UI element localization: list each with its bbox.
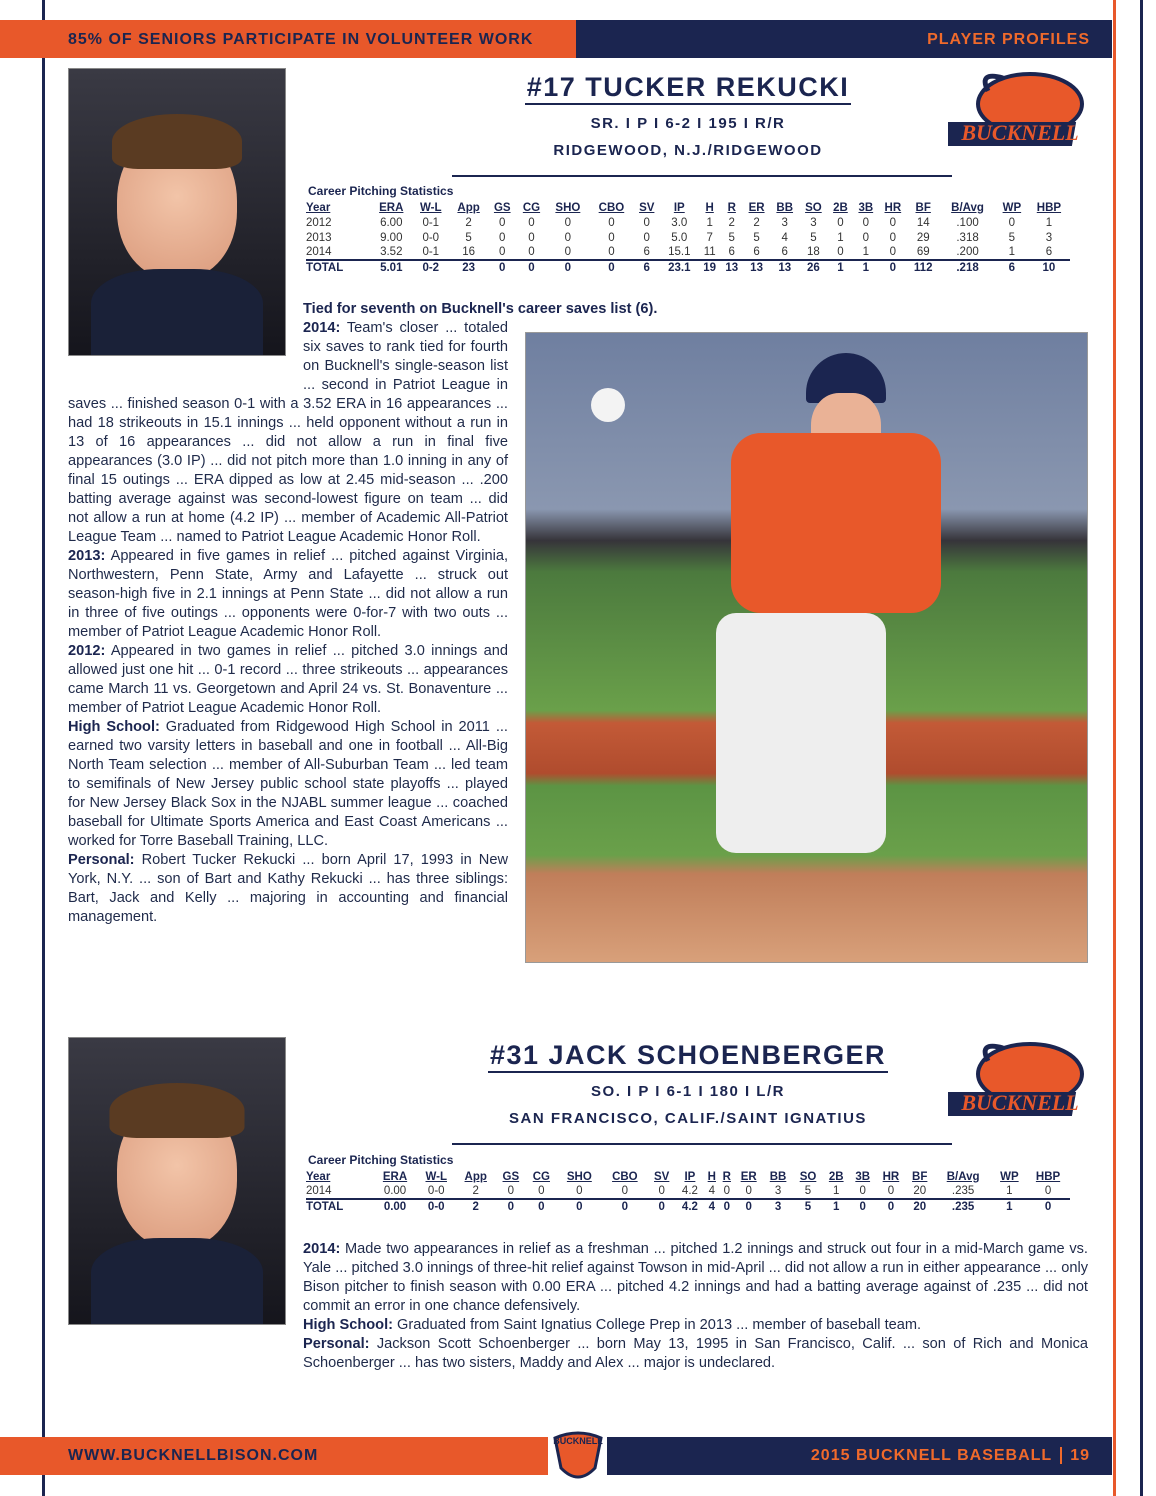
stats-cell: 6	[634, 260, 660, 275]
stats-cell: 0	[643, 231, 650, 244]
stats-cell: 20	[906, 1184, 934, 1199]
stats-cell: 0	[837, 216, 844, 229]
player-name: #17 TUCKER REKUCKI	[525, 72, 852, 105]
stats-cell: Year	[306, 1170, 331, 1183]
stats-cell: IP	[673, 201, 685, 214]
stats-cell: 18	[799, 245, 828, 260]
stats-cell: ERA	[379, 201, 404, 214]
stats-cell: 0	[488, 245, 517, 260]
stats-cell: 0	[862, 231, 870, 244]
stats-cell: 3B	[855, 1170, 871, 1183]
bison-footer-logo	[549, 1428, 607, 1486]
stats-cell: 19	[699, 260, 721, 275]
stats-cell: 4.2	[676, 1199, 705, 1214]
stats-cell: 6	[743, 245, 771, 260]
stats-cell: SHO	[566, 1170, 592, 1183]
stats-cell: 0	[889, 231, 897, 244]
footer-website-link[interactable]: WWW.BUCKNELLBISON.COM	[0, 1437, 548, 1475]
stats-cell: 0-1	[412, 245, 449, 260]
stats-cell: 5	[728, 231, 735, 244]
stats-cell: 0	[546, 260, 589, 275]
bio-label: 2014:	[303, 320, 341, 336]
header-bar	[0, 20, 1112, 58]
stats-cell: HR	[882, 1170, 900, 1183]
stats-cell: 0	[589, 260, 633, 275]
stats-cell: 5	[810, 231, 817, 244]
stats-cell: BF	[915, 201, 931, 214]
stats-cell: 1	[823, 1184, 849, 1199]
stats-cell: 0	[879, 260, 908, 275]
stats-cell: 2013	[306, 231, 332, 244]
stats-cell: 0-2	[412, 260, 449, 275]
stats-cell: 26	[799, 260, 828, 275]
stats-cell: 1	[853, 260, 878, 275]
stats-cell: .218	[939, 260, 996, 275]
stats-cell: ER	[740, 1170, 757, 1183]
bio-text: Graduated from Ridgewood High School in 2011 ... earned two varsity letters in baseball and one in football ... All-Big North Team selection ... member of All-Suburban Team ... led team to semifinals of New Jersey public school state playoffs ... played for New Jersey Black Sox in the NJABL summer league ... coached baseball for Ultimate Sports America and East Coast Americans ... worked for Torre Baseball Training, LLC.	[68, 719, 508, 849]
stats-cell: 1	[993, 1184, 1026, 1199]
bio-paragraph	[68, 642, 508, 718]
stats-cell: App	[457, 201, 480, 214]
stats-cell: 0-1	[422, 216, 440, 229]
stats-cell: ERA	[382, 1170, 408, 1183]
stats-cell: 0	[602, 1184, 648, 1199]
stats-cell: 0	[734, 1184, 763, 1199]
stats-cell: 1	[828, 260, 853, 275]
footer-title: 2015 BUCKNELL BASEBALL	[810, 1447, 1053, 1464]
bio-label: High School:	[303, 1317, 393, 1333]
stats-cell: 0	[1026, 1199, 1070, 1214]
stats-cell: HBP	[1036, 201, 1062, 214]
stats-header-row	[306, 1169, 1070, 1184]
stats-cell: B/Avg	[951, 201, 984, 214]
footer-publication	[607, 1437, 1112, 1475]
table-row	[306, 245, 1070, 260]
player-hometown: SAN FRANCISCO, CALIF./SAINT IGNATIUS	[509, 1110, 867, 1127]
stats-cell: 13	[770, 260, 799, 275]
stats-cell: 14	[916, 216, 930, 229]
stats-cell: 0	[602, 1199, 648, 1214]
header-tagline: 85% OF SENIORS PARTICIPATE IN VOLUNTEER WORK	[0, 20, 576, 58]
header-section: PLAYER PROFILES	[576, 20, 1112, 58]
bucknell-bison-logo	[948, 1036, 1090, 1130]
bio-label: 2013:	[68, 548, 106, 564]
bio-paragraph	[68, 851, 508, 927]
table-row	[306, 1184, 1070, 1199]
stats-cell: CG	[522, 201, 541, 214]
bio-label: High School:	[68, 719, 160, 735]
stats-cell: 0.00	[373, 1184, 417, 1199]
stats-table-rekucki	[306, 200, 1070, 275]
stats-cell: H	[705, 201, 714, 214]
stats-cell: 69	[907, 245, 939, 260]
stats-cell: 16	[449, 245, 488, 260]
float-spacer	[68, 300, 303, 395]
stats-cell: 6.00	[380, 216, 403, 229]
stats-cell: .200	[939, 245, 996, 260]
stats-cell: 0	[517, 260, 547, 275]
stats-cell: BF	[912, 1170, 928, 1183]
stats-cell: 1	[993, 1199, 1026, 1214]
stats-cell: 2B	[828, 1170, 844, 1183]
player-bio-rekucki	[68, 300, 658, 927]
stats-cell: BB	[769, 1170, 787, 1183]
stats-cell: 0	[879, 245, 908, 260]
stats-cell: 0	[496, 1199, 526, 1214]
stats-cell: 0	[517, 245, 547, 260]
bio-text: Robert Tucker Rekucki ... born April 17, 1993 in New York, N.Y. ... son of Bart and Kathy Rekucki ... has three siblings: Bart, Jack and Kelly ... majoring in accounting and financial management.	[68, 852, 508, 925]
stats-cell: 13	[743, 260, 771, 275]
stats-cell: 1	[823, 1199, 849, 1214]
stats-cell: 0	[526, 1184, 557, 1199]
stats-cell: 2	[753, 216, 760, 229]
stats-header-row	[306, 200, 1070, 215]
stats-cell: 3B	[858, 201, 874, 214]
stats-cell: 0	[734, 1199, 763, 1214]
stats-cell: 5	[753, 231, 760, 244]
player-hometown: RIDGEWOOD, N.J./RIDGEWOOD	[553, 142, 823, 159]
stats-cell: 0	[546, 245, 589, 260]
stats-cell: 3.52	[370, 245, 412, 260]
bucknell-bison-logo	[948, 66, 1090, 160]
stats-cell: 4	[781, 231, 788, 244]
stats-cell: HR	[884, 201, 902, 214]
stats-cell: 0	[496, 1184, 526, 1199]
stats-cell: 9.00	[380, 231, 403, 244]
stats-cell: 5	[793, 1199, 823, 1214]
stats-cell: 5	[465, 231, 472, 244]
stats-cell: 2	[728, 216, 735, 229]
bio-text: Appeared in two games in relief ... pitched 3.0 innings and allowed just one hit ... 0-1 record ... three strikeouts ... appearances came March 11 vs. Georgetown and April 24 vs. St. Bonaventure ... member of Patriot League Academic Honor Roll.	[68, 643, 508, 716]
svg-text:BUCKNELL: BUCKNELL	[553, 1436, 603, 1446]
stats-cell: 0	[528, 231, 535, 244]
player-info: SO. I P I 6-1 I 180 I L/R	[591, 1083, 785, 1100]
stats-cell: 0	[643, 216, 650, 229]
bio-label: Personal:	[68, 852, 135, 868]
svg-text:BUCKNELL: BUCKNELL	[961, 120, 1079, 145]
stats-cell: R	[727, 201, 736, 214]
stats-cell: 0	[557, 1184, 602, 1199]
stats-cell: 6	[634, 245, 660, 260]
stats-cell: 0	[876, 1184, 906, 1199]
stats-cell: 0	[526, 1199, 557, 1214]
stats-cell: App	[464, 1170, 487, 1183]
stats-cell: 23	[449, 260, 488, 275]
bio-text: Team's closer ... totaled six saves to rank tied for fourth on Bucknell's single-season list ... second in Patriot League in saves ... finished season 0-1 with a 3.52 ERA in 16 appearances ... had 18 strikeouts in 15.1 innings ... held opponent without a run in 13 of 16 appearances ... did not allow a run in final five appearances (3.0 IP) ... did not pitch more than 1.0 inning in any of final 15 outings ... ERA dipped as low at 2.45 mid-season ... .200 batting average against was second-lowest figure on team ... did not allow a run at home (4.2 IP) ... member of Academic All-Patriot League Team ... named to Patriot League Academic Honor Roll.	[68, 320, 508, 545]
stats-cell: SV	[654, 1170, 670, 1183]
stats-cell: 3	[1045, 231, 1053, 244]
bio-paragraph	[68, 718, 508, 851]
stats-cell: 3	[763, 1184, 793, 1199]
stats-cell: .318	[956, 231, 979, 244]
stats-cell: .235	[934, 1199, 993, 1214]
stats-cell: 0-0	[417, 1199, 456, 1214]
stats-cell: CG	[532, 1170, 550, 1183]
bio-label: 2012:	[68, 643, 106, 659]
stats-cell: WP	[1000, 1170, 1019, 1183]
stats-cell: .100	[956, 216, 979, 229]
bio-paragraph	[68, 547, 508, 642]
stats-cell: 4	[704, 1199, 719, 1214]
bio-text: Jackson Scott Schoenberger ... born May 13, 1995 in San Francisco, Calif. ... son of Rich and Monica Schoenberger ... has two sisters, Maddy and Alex ... major is undeclared.	[303, 1336, 1088, 1371]
stats-cell: .235	[934, 1184, 993, 1199]
player-title	[470, 72, 906, 159]
stats-cell: W-L	[425, 1170, 447, 1183]
stats-cell: 3	[763, 1199, 793, 1214]
stats-cell: 0	[849, 1199, 875, 1214]
stats-cell: 0	[499, 216, 506, 229]
bio-label: Personal:	[303, 1336, 370, 1352]
stats-cell: 2014	[306, 1184, 373, 1199]
stats-cell: 7	[706, 231, 713, 244]
stats-cell: 2014	[306, 245, 370, 260]
stats-cell: Year	[306, 201, 331, 214]
player-bio-schoenberger	[303, 1240, 1088, 1373]
stats-cell: H	[707, 1170, 716, 1183]
stats-cell: TOTAL	[306, 1199, 373, 1214]
stats-cell: 0	[608, 216, 615, 229]
stats-cell: 0	[488, 260, 517, 275]
table-row	[306, 230, 1070, 245]
bio-text: Appeared in five games in relief ... pitched against Virginia, Northwestern, Penn State, Army and Lafayette ... struck out season-high five in 2.1 innings at Penn State ... did not allow a run in three of five outings ... opponents were 0-for-7 with two outs ... member of Patriot League Academic Honor Roll.	[68, 548, 508, 640]
stats-total-row	[306, 1199, 1070, 1214]
stats-cell: 4.2	[676, 1184, 705, 1199]
player-name: #31 JACK SCHOENBERGER	[488, 1040, 888, 1073]
stats-cell: SO	[805, 201, 822, 214]
stats-cell: 5	[1008, 231, 1016, 244]
stats-cell: 23.1	[660, 260, 699, 275]
stats-cell: 5.0	[671, 231, 688, 244]
stats-cell: B/Avg	[946, 1170, 980, 1183]
stats-cell: SV	[639, 201, 655, 214]
stats-cell: 2	[465, 216, 472, 229]
stats-cell: 0.00	[373, 1199, 417, 1214]
stats-cell: 0	[828, 245, 853, 260]
stats-cell: 1	[1045, 216, 1053, 229]
stats-cell: 0	[849, 1184, 875, 1199]
stats-cell: BB	[776, 201, 794, 214]
stats-cell: 20	[906, 1199, 934, 1214]
stats-cell: GS	[502, 1170, 520, 1183]
player-title	[470, 1040, 906, 1127]
stats-cell: 0	[862, 216, 870, 229]
stats-cell: 1	[837, 231, 844, 244]
stats-cell: 0-0	[422, 231, 440, 244]
right-border-line-orange	[1113, 0, 1116, 1496]
stats-cell: HBP	[1035, 1170, 1061, 1183]
stats-cell: 0-0	[417, 1184, 456, 1199]
stats-cell: ER	[748, 201, 765, 214]
stats-cell: 0	[608, 231, 615, 244]
bio-paragraph	[303, 1335, 1088, 1373]
bio-highlight: Tied for seventh on Bucknell's career saves list (6).	[303, 301, 658, 317]
stats-total-row	[306, 260, 1070, 275]
stats-caption: Career Pitching Statistics	[308, 184, 454, 198]
stats-cell: 0	[648, 1184, 676, 1199]
stats-cell: 10	[1028, 260, 1070, 275]
stats-cell: 29	[916, 231, 930, 244]
bio-text: Graduated from Saint Ignatius College Prep in 2013 ... member of baseball team.	[393, 1317, 922, 1333]
stats-cell: 0	[589, 245, 633, 260]
player-info: SR. I P I 6-2 I 195 I R/R	[590, 115, 786, 132]
table-row	[306, 215, 1070, 230]
stats-caption: Career Pitching Statistics	[308, 1153, 454, 1167]
stats-cell: 6	[996, 260, 1028, 275]
stats-cell: CBO	[612, 1170, 638, 1183]
stats-cell: 5	[793, 1184, 823, 1199]
left-border-line	[42, 0, 45, 1496]
stats-rule	[452, 1143, 952, 1145]
stats-cell: 1	[996, 245, 1028, 260]
stats-cell: R	[722, 1170, 731, 1183]
svg-text:BUCKNELL: BUCKNELL	[961, 1090, 1079, 1115]
stats-cell: IP	[684, 1170, 696, 1183]
stats-cell: 2012	[306, 216, 332, 229]
stats-cell: 0	[876, 1199, 906, 1214]
stats-cell: 0	[557, 1199, 602, 1214]
stats-table-schoenberger	[306, 1169, 1070, 1214]
stats-cell: 3	[810, 216, 817, 229]
stats-cell: 2B	[833, 201, 848, 214]
stats-cell: 0	[564, 216, 572, 229]
stats-cell: 6	[770, 245, 799, 260]
bio-label: 2014:	[303, 1241, 341, 1257]
bio-paragraph	[303, 1240, 1088, 1316]
action-photo-pitcher	[525, 332, 1088, 963]
stats-cell: SO	[799, 1170, 817, 1183]
stats-cell: 0	[1008, 216, 1016, 229]
stats-cell: TOTAL	[306, 260, 370, 275]
stats-cell: 0	[528, 216, 535, 229]
bio-paragraph	[303, 1316, 1088, 1335]
stats-cell: 0	[719, 1184, 734, 1199]
stats-cell: 0	[719, 1199, 734, 1214]
stats-cell: 1	[706, 216, 713, 229]
right-border-line-navy	[1140, 0, 1143, 1496]
bio-text: Made two appearances in relief as a freshman ... pitched 1.2 innings and struck out four in a mid-March game vs. Yale ... pitched 3.0 innings of three-hit relief against Towson in mid-April ... did not allow a run in either appearance ... only Bison pitcher to finish season with 0.00 ERA ... pitched 4.2 innings and had a batting average against of .235 ... did not commit an error in one chance defensively.	[303, 1241, 1088, 1314]
stats-cell: CBO	[598, 201, 625, 214]
stats-cell: 0	[648, 1199, 676, 1214]
stats-cell: 6	[1028, 245, 1070, 260]
stats-cell: 1	[853, 245, 878, 260]
stats-cell: 4	[704, 1184, 719, 1199]
stats-cell: SHO	[555, 201, 581, 214]
stats-cell: 0	[564, 231, 572, 244]
player-headshot-schoenberger	[68, 1037, 286, 1325]
stats-cell: 2	[456, 1199, 496, 1214]
stats-cell: 5.01	[370, 260, 412, 275]
stats-cell: W-L	[420, 201, 442, 214]
stats-cell: 0	[499, 231, 506, 244]
stats-cell: 11	[699, 245, 721, 260]
stats-cell: 6	[721, 245, 743, 260]
stats-cell: GS	[493, 201, 511, 214]
stats-cell: 3.0	[671, 216, 688, 229]
stats-cell: 3	[781, 216, 788, 229]
page-number: 19	[1060, 1447, 1090, 1464]
stats-cell: 0	[889, 216, 897, 229]
stats-cell: 0	[1026, 1184, 1070, 1199]
stats-cell: 2	[456, 1184, 496, 1199]
stats-rule	[452, 175, 952, 177]
stats-cell: 13	[721, 260, 743, 275]
stats-cell: 112	[907, 260, 939, 275]
stats-cell: WP	[1002, 201, 1022, 214]
stats-cell: 15.1	[660, 245, 699, 260]
